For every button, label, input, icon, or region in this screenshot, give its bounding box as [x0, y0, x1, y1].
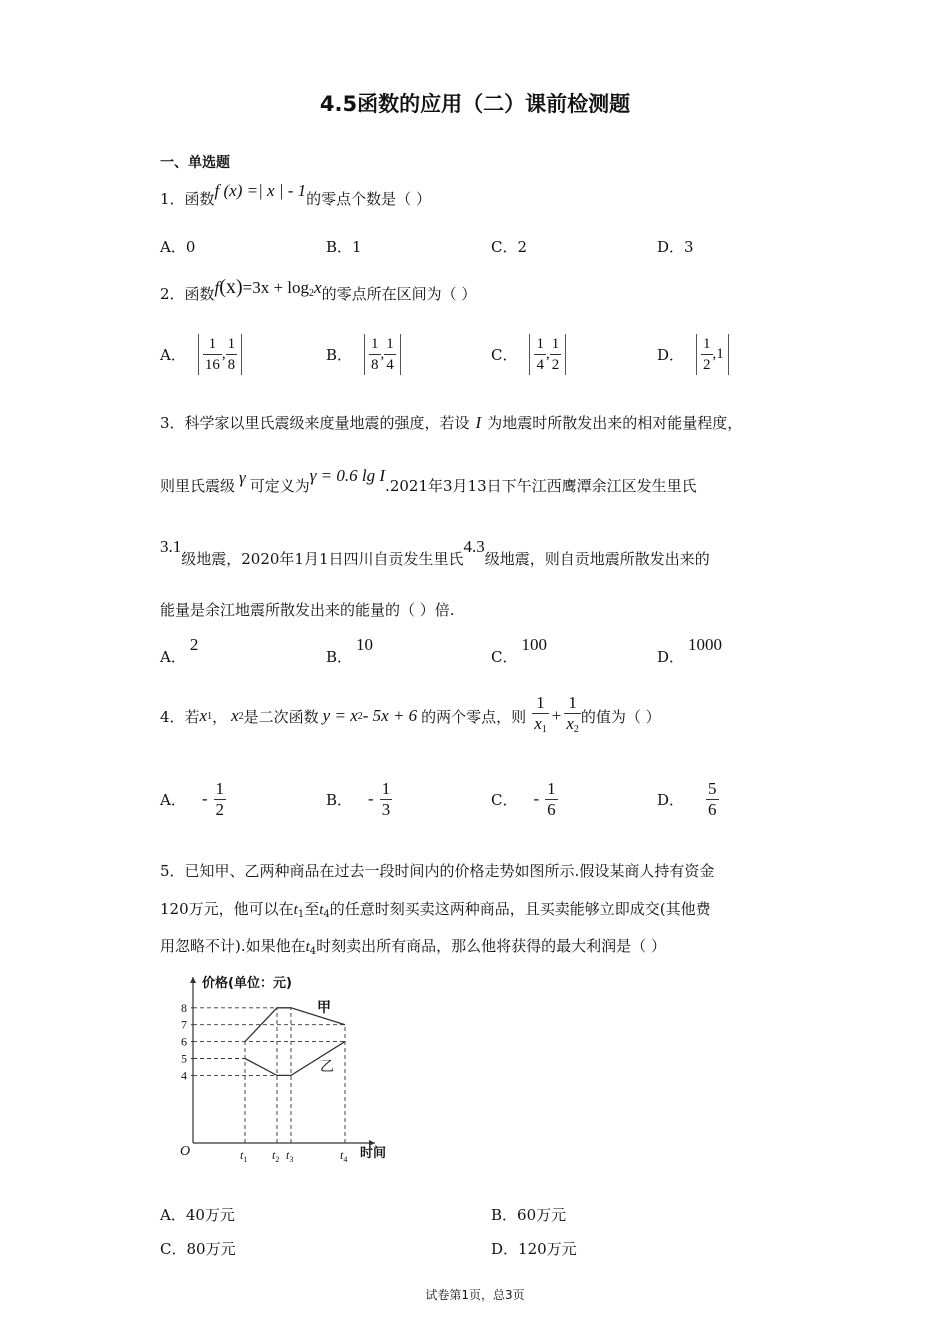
y-tick-label-4: 4 — [181, 1068, 187, 1083]
series-label-jia: 甲 — [317, 999, 331, 1016]
q3-line-3: 3.1级地震，2020年1月1日四川自贡发生里氏4.3级地震，则自贡地震所散发出来的 — [160, 537, 710, 568]
q2-option-d[interactable]: D． $\frac{1}{2}$ ,1 — [657, 332, 729, 376]
q4-option-d[interactable]: D． $\frac{5}{6}$ — [657, 778, 717, 819]
x-tick-label-t1: $t_1$ — [240, 1148, 248, 1164]
q4-option-c[interactable]: C． - $\frac{1}{6}$ — [491, 778, 556, 819]
price-chart — [160, 965, 400, 1170]
q3-option-b[interactable]: B．10 — [326, 635, 374, 666]
q1-option-b[interactable]: B．1 — [326, 238, 362, 256]
q2-stem-post: 的零点所在区间为（ ） — [321, 285, 477, 303]
question-2 — [160, 276, 477, 305]
q4-option-a[interactable]: A． - $\frac{1}{2}$ — [160, 778, 225, 819]
q5-option-a[interactable]: A．40万元 — [160, 1206, 235, 1224]
q3-line-1: 3．科学家以里氏震级来度量地震的强度，若设 I 为地震时所散发出来的相对能量程度， — [160, 413, 743, 432]
section-heading: 一、单选题 — [160, 155, 230, 171]
question-4: 4．若 x 1 ， x 2 是二次函数 y = x 2 - 5x + 6 的两个零点，则 $\frac{1}{x_1}$ + $\frac{1}{x_2}$ 的值为（ ） — [160, 692, 661, 735]
question-1 — [160, 181, 431, 209]
q5-option-b[interactable]: B．60万元 — [491, 1206, 567, 1224]
chart-marks — [193, 1000, 345, 1143]
q3-option-d[interactable]: D．1000 — [657, 635, 723, 666]
q1-stem-post: 的零点个数是（ ） — [306, 190, 431, 208]
q5-line-1: 5．已知甲、乙两种商品在过去一段时间内的价格走势如图所示.假设某商人持有资金 — [160, 862, 715, 880]
y-tick-label-5: 5 — [181, 1051, 187, 1066]
q3-option-a[interactable]: A．2 — [160, 635, 199, 666]
x-tick-label-t3: $t_3$ — [286, 1148, 294, 1164]
q3-option-c[interactable]: C．100 — [491, 635, 547, 666]
x-tick-label-t4: $t_4$ — [340, 1148, 348, 1164]
q1-option-a[interactable]: A．0 — [160, 238, 196, 256]
q1-formula: f (x) =| x | - 1 — [214, 181, 307, 200]
q2-option-c[interactable]: C． $\frac{1}{4}$ , $\frac{1}{2}$ — [491, 332, 566, 376]
chart-origin: O — [180, 1144, 191, 1159]
series-label-yi: 乙 — [320, 1058, 334, 1075]
q5-option-c[interactable]: C．80万元 — [160, 1240, 236, 1258]
q3-line-4: 能量是余江地震所散发出来的能量的（ ）倍. — [160, 601, 455, 619]
y-axis-arrow — [190, 977, 196, 983]
q2-formula: $f(x)=3x + \log_2x$ — [214, 276, 322, 299]
q2-stem-pre: 2．函数 — [160, 285, 215, 303]
q1-stem-pre: 1．函数 — [160, 190, 215, 208]
q2-option-b[interactable]: B． $\frac{1}{8}$ , $\frac{1}{4}$ — [326, 332, 401, 376]
q5-option-d[interactable]: D．120万元 — [491, 1240, 577, 1258]
q3-line-2: 则里氏震级 γ 可定义为γ = 0.6 lg I.2021年3月13日下午江西鹰潭余江区发生里氏 — [160, 466, 697, 495]
chart-axes — [181, 977, 375, 1164]
q1-option-c[interactable]: C．2 — [491, 238, 528, 256]
q5-line-3: 用忽略不计).如果他在$t_4$时刻卖出所有商品，那么他将获得的最大利润是（ ） — [160, 937, 666, 957]
y-tick-label-8: 8 — [181, 1000, 187, 1015]
y-tick-label-7: 7 — [181, 1017, 187, 1032]
q4-option-b[interactable]: B． - $\frac{1}{3}$ — [326, 778, 391, 819]
q5-line-2: 120万元，他可以在$t_1$至$t_4$的任意时刻买卖这两种商品，且买卖能够立即成交(其他费 — [160, 900, 711, 920]
page-footer: 试卷第1页，总3页 — [425, 1288, 525, 1302]
chart-ylabel: 价格(单位：元) — [202, 976, 292, 991]
y-tick-label-6: 6 — [181, 1034, 187, 1049]
q2-option-a[interactable]: A． $\frac{1}{16}$ , $\frac{1}{8}$ — [160, 332, 242, 376]
page-title: 4.5函数的应用（二）课前检测题 — [319, 92, 631, 116]
x-tick-label-t2: $t_2$ — [272, 1148, 280, 1164]
chart-xlabel: 时间 — [360, 1146, 387, 1161]
q1-option-d[interactable]: D．3 — [657, 238, 694, 256]
